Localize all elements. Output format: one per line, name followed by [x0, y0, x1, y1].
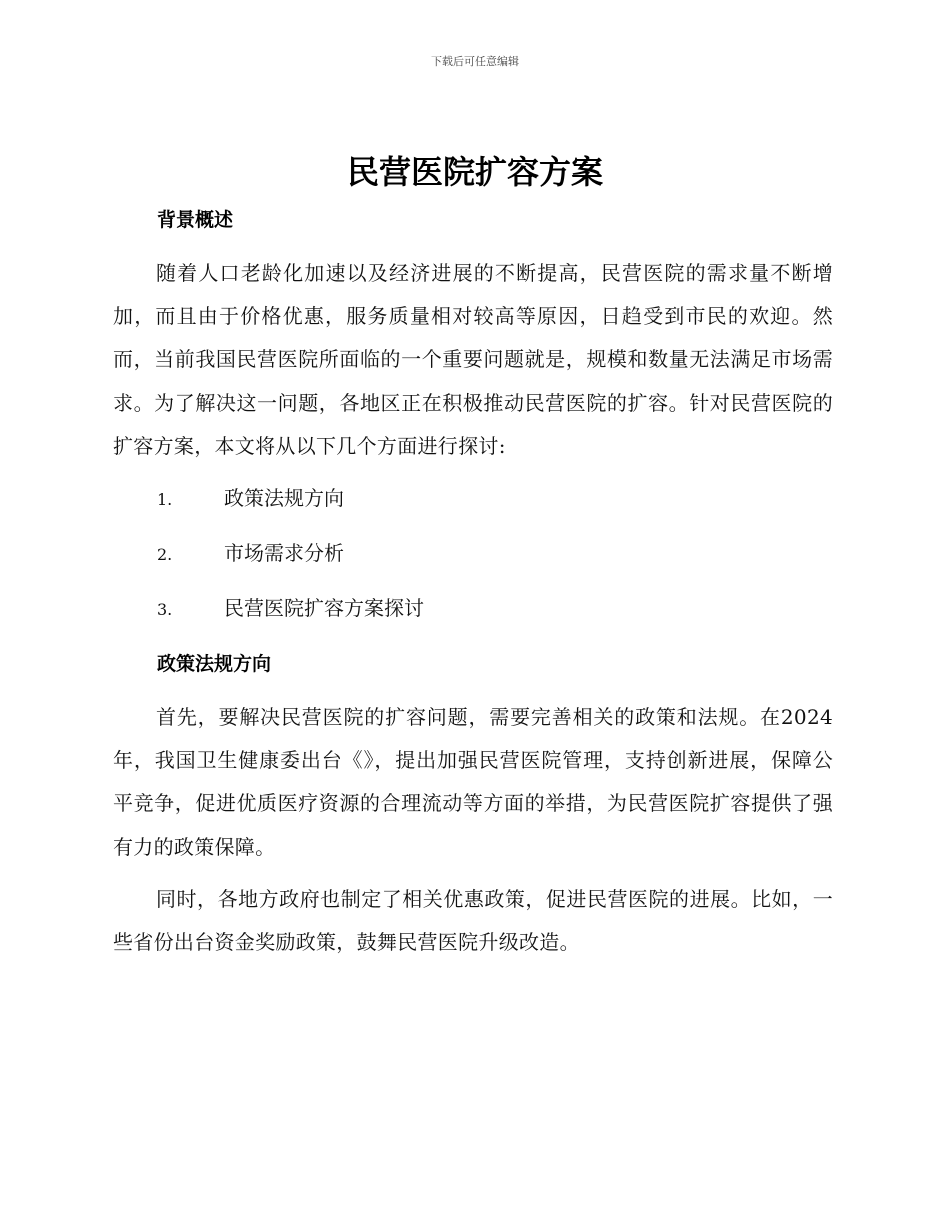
section-heading-policy: 政策法规方向 [157, 653, 272, 675]
list-item-1 [157, 483, 344, 515]
list-item-text: 民营医院扩容方案探讨 [224, 596, 424, 620]
list-item-2 [157, 538, 344, 570]
list-item-3 [157, 593, 424, 625]
document-title: 民营医院扩容方案 [346, 153, 603, 191]
list-number: 1. [157, 490, 173, 509]
list-item-text: 市场需求分析 [224, 541, 344, 565]
list-number: 3. [157, 600, 173, 619]
policy-paragraph-2: 同时，各地方政府也制定了相关优惠政策，促进民营医院的进展。比如，一些省份出台资金奖励政策，鼓舞民营医院升级改造。 [113, 887, 833, 955]
page-header-note: 下载后可任意编辑 [431, 55, 519, 68]
section-heading-background: 背景概述 [157, 209, 234, 231]
policy-paragraph-1: 首先，要解决民营医院的扩容问题，需要完善相关的政策和法规。在2024年，我国卫生健康委出台《》，提出加强民营医院管理，支持创新进展，保障公平竞争，促进优质医疗资源的合理流动等方面的举措，为民营医院扩容提供了强有力的政策保障。 [113, 705, 833, 859]
list-number: 2. [157, 545, 173, 564]
background-paragraph: 随着人口老龄化加速以及经济进展的不断提高，民营医院的需求量不断增加，而且由于价格优惠，服务质量相对较高等原因，日趋受到市民的欢迎。然而，当前我国民营医院所面临的一个重要问题就是，规模和数量无法满足市场需求。为了解决这一问题，各地区正在积极推动民营医院的扩容。针对民营医院的扩容方案，本文将从以下几个方面进行探讨: [113, 261, 833, 458]
list-item-text: 政策法规方向 [224, 486, 344, 510]
